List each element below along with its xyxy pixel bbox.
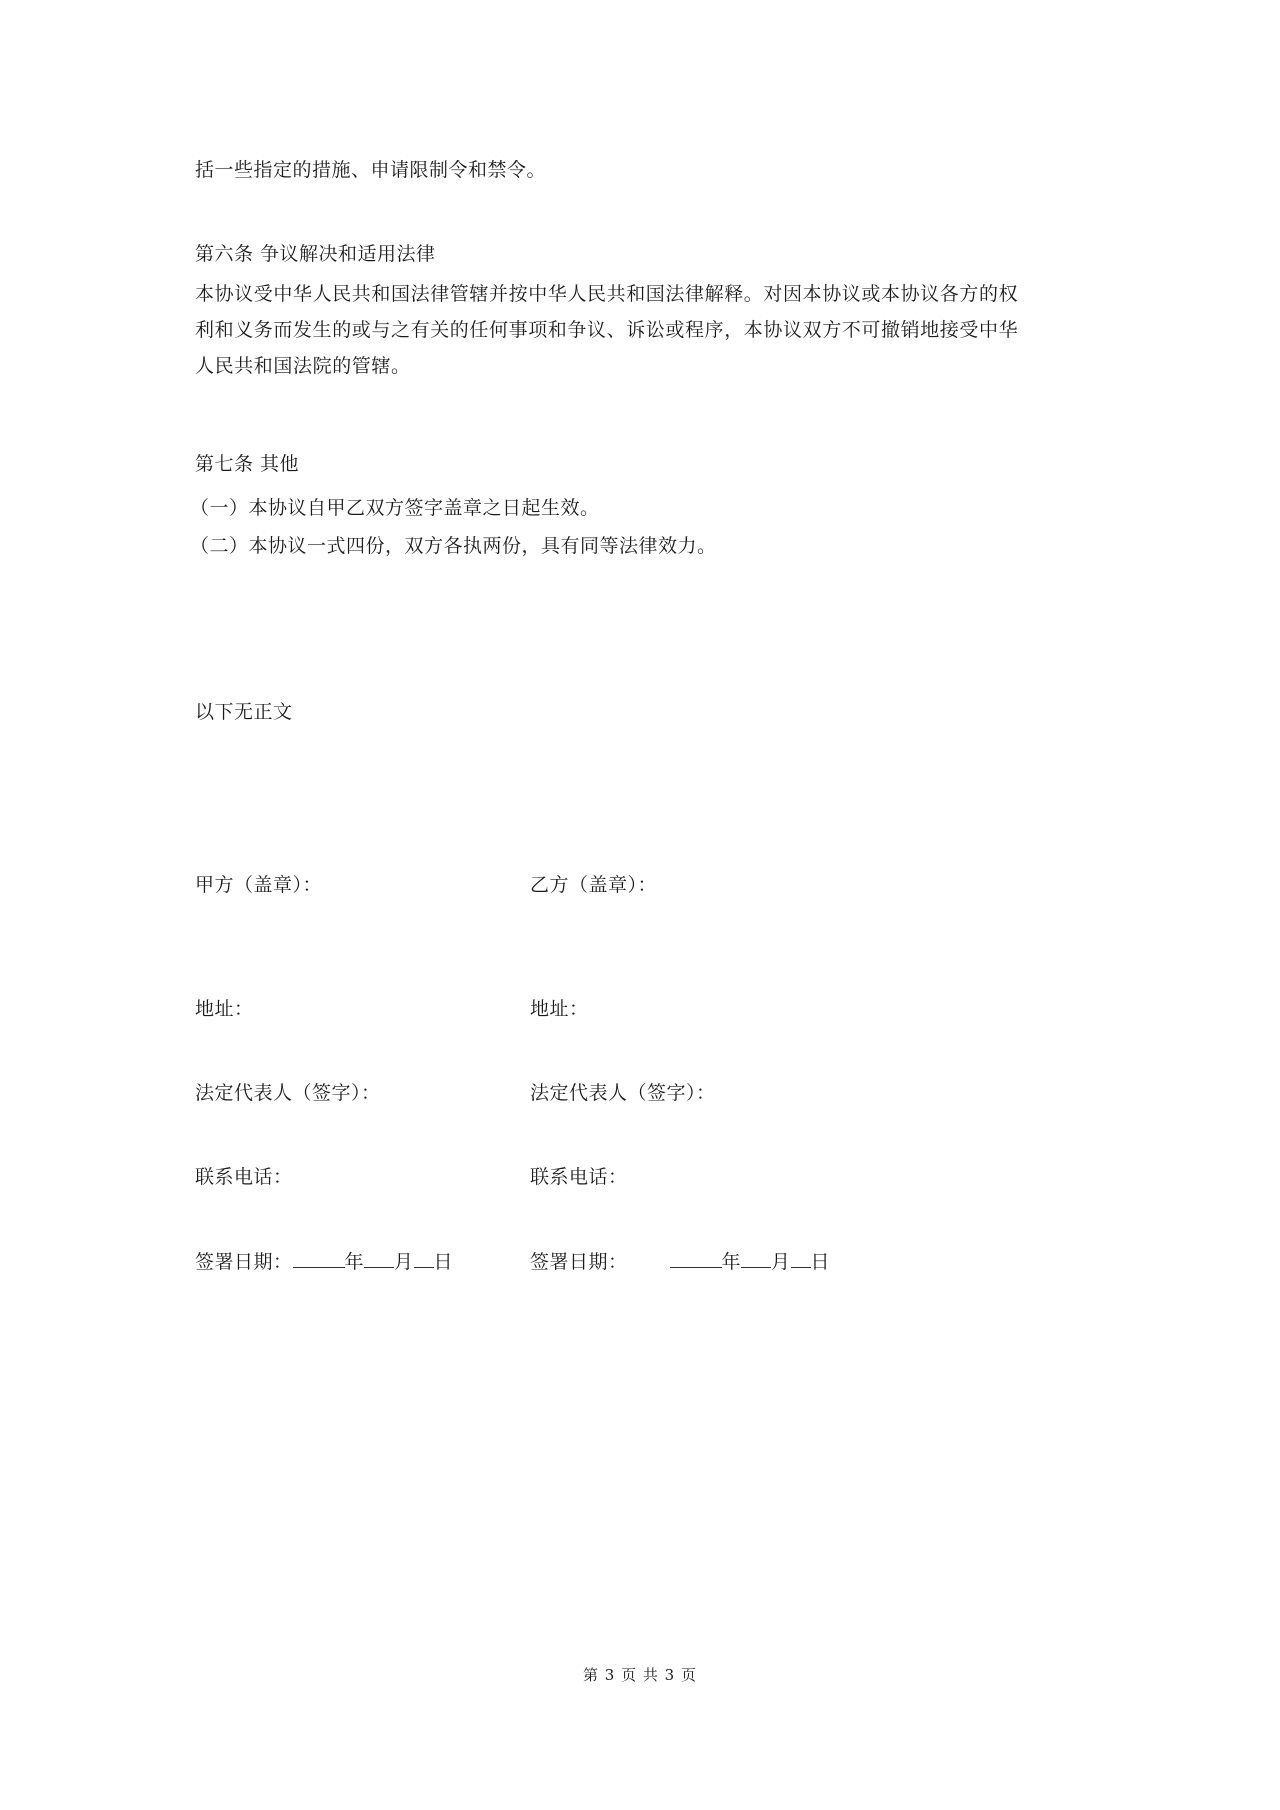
party-b-date-line: [530, 1249, 830, 1274]
party-a-date-line: [195, 1249, 453, 1274]
party-b-address-label: 地址：: [530, 998, 589, 1020]
article-7-item-2: （二）本协议一式四份，双方各执两份，具有同等法律效力。: [190, 535, 717, 557]
year-label: 年: [721, 1251, 742, 1273]
article-6-line: 利和义务而发生的或与之有关的任何事项和争议、诉讼或程序，本协议双方不可撤销地接受中华: [195, 319, 1019, 341]
article-6-line: 人民共和国法院的管辖。: [195, 355, 411, 377]
article-6-body: [195, 276, 1095, 384]
party-b-seal-label: 乙方（盖章）：: [530, 874, 658, 896]
article-7-title: 第七条 其他: [195, 453, 300, 475]
article-7-item-1: （一）本协议自甲乙双方签字盖章之日起生效。: [190, 497, 600, 519]
article-6-title: 第六条 争议解决和适用法律: [195, 243, 436, 265]
party-a-address-label: 地址：: [195, 998, 254, 1020]
day-label: 日: [433, 1251, 454, 1273]
party-a-date-label: 签署日期：: [195, 1251, 293, 1273]
continuation-text: 括一些指定的措施、申请限制令和禁令。: [195, 159, 547, 181]
year-label: 年: [344, 1251, 365, 1273]
year-blank: [293, 1249, 345, 1268]
end-note: 以下无正文: [195, 701, 293, 723]
party-a-phone-label: 联系电话：: [195, 1166, 293, 1188]
month-label: 月: [771, 1251, 791, 1273]
party-a-rep-label: 法定代表人（签字）：: [195, 1082, 381, 1104]
page-footer: 第 3 页 共 3 页: [583, 1666, 697, 1684]
day-blank: [414, 1249, 434, 1268]
month-blank: [741, 1249, 771, 1268]
year-blank: [670, 1249, 722, 1268]
month-blank: [364, 1249, 394, 1268]
day-label: 日: [810, 1251, 831, 1273]
party-b-rep-label: 法定代表人（签字）：: [530, 1082, 716, 1104]
article-6-line: 本协议受中华人民共和国法律管辖并按中华人民共和国法律解释。对因本协议或本协议各方的权: [195, 283, 1019, 305]
day-blank: [791, 1249, 811, 1268]
party-b-phone-label: 联系电话：: [530, 1166, 628, 1188]
party-b-date-label: 签署日期：: [530, 1251, 628, 1273]
month-label: 月: [394, 1251, 414, 1273]
party-a-seal-label: 甲方（盖章）：: [195, 874, 323, 896]
